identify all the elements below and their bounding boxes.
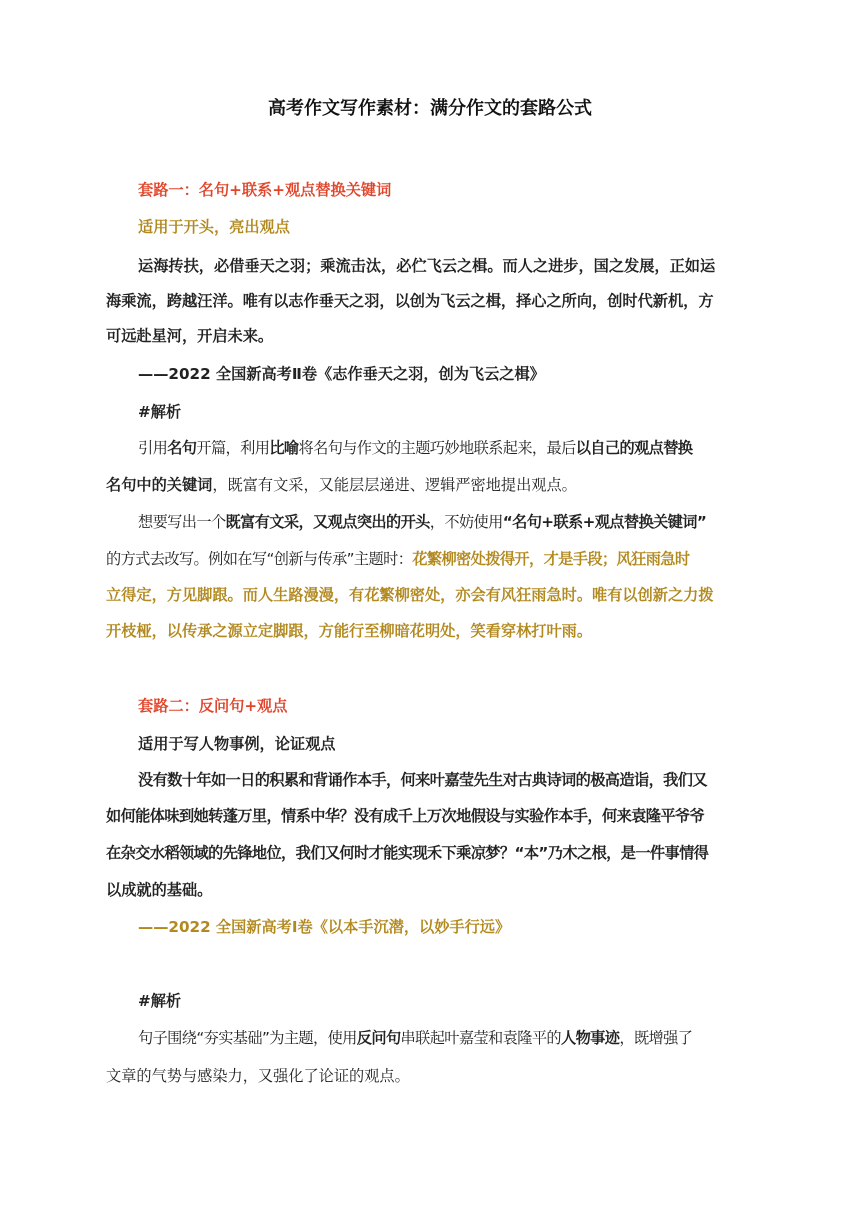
routine2-analysis-line-1 xyxy=(138,1028,758,1048)
emphasis-opening: 既富有文采，又观点突出的开头 xyxy=(225,513,430,531)
text-span: 串联起叶嘉莹和袁隆平的 xyxy=(400,1029,561,1047)
routine1-analysis-line-2 xyxy=(106,475,758,495)
routine2-passage-line-3: 在杂交水稻领域的先锋地位，我们又何时才能实现禾下乘凉梦？“本”乃木之根，是一件事情得 xyxy=(106,844,709,862)
routine2-source: ——2022 全国新高考Ⅰ卷《以本手沉潜，以妙手行远》 xyxy=(138,918,511,936)
text-span: ，既富有文采，又能层层递进、逻辑严密地提出观点。 xyxy=(212,476,577,494)
text-span: 将名句与作文的主题巧妙地联系起来，最后 xyxy=(298,439,576,457)
routine2-analysis-line-2: 文章的气势与感染力，又强化了论证的观点。 xyxy=(106,1067,410,1085)
routine1-analysis-tag: #解析 xyxy=(138,403,182,421)
emphasis-replace: 以自己的观点替换 xyxy=(575,439,693,457)
routine1-tip-line-2 xyxy=(106,549,758,569)
routine1-tip-line-3: 立得定，方见脚跟。而人生路漫漫，有花繁柳密处，亦会有风狂雨急时。唯有以创新之力拨 xyxy=(106,586,714,604)
text-span: 句子围绕“夯实基础”为主题，使用 xyxy=(138,1029,357,1047)
routine1-heading: 套路一：名句+联系+观点替换关键词 xyxy=(138,181,392,199)
emphasis-famous-quote: 名句 xyxy=(167,439,197,457)
routine2-usage: 适用于写人物事例，论证观点 xyxy=(138,735,336,753)
emphasis-rhetorical: 反问句 xyxy=(356,1029,401,1047)
routine1-passage-line-1: 运海抟扶，必借垂天之羽；乘流击汰，必伫飞云之楫。而人之进步，国之发展，正如运 xyxy=(138,257,716,275)
routine2-passage-line-4: 以成就的基础。 xyxy=(106,881,213,899)
routine1-passage-line-2: 海乘流，跨越汪洋。唯有以志作垂天之羽，以创为飞云之楫，择心之所向，创时代新机，方 xyxy=(106,292,714,310)
text-span: 想要写出一个 xyxy=(138,513,226,531)
routine1-analysis-line-1 xyxy=(138,438,758,458)
routine2-analysis-tag: #解析 xyxy=(138,992,182,1010)
text-span: 的方式去改写。例如在写“创新与传承”主题时： xyxy=(106,550,413,568)
routine1-tip-line-1 xyxy=(138,512,758,532)
emphasis-deeds: 人物事迹 xyxy=(561,1029,620,1047)
emphasis-keywords: 名句中的关键词 xyxy=(106,476,213,494)
emphasis-formula: “名句+联系+观点替换关键词” xyxy=(502,513,707,531)
text-span: ，既增强了 xyxy=(619,1029,693,1047)
routine1-passage-line-3: 可远赴星河，开启未来。 xyxy=(106,327,274,345)
routine1-usage: 适用于开头，亮出观点 xyxy=(138,218,290,236)
routine2-passage-line-2: 如何能体味到她转蓬万里，情系中华？没有成千上万次地假设与实验作本手，何来袁隆平爷爷 xyxy=(106,807,705,825)
routine2-heading: 套路二：反问句+观点 xyxy=(138,697,288,715)
document-title: 高考作文写作素材：满分作文的套路公式 xyxy=(268,98,592,119)
routine2-passage-line-1: 没有数十年如一日的积累和背诵作本手，何来叶嘉莹先生对古典诗词的极高造诣，我们又 xyxy=(138,771,707,789)
text-span: 开篇，利用 xyxy=(196,439,270,457)
routine1-tip-line-4: 开枝桠，以传承之源立定脚跟，方能行至柳暗花明处，笑看穿林打叶雨。 xyxy=(106,622,592,640)
emphasis-metaphor: 比喻 xyxy=(269,439,299,457)
text-span: ，不妨使用 xyxy=(429,513,503,531)
routine1-source: ——2022 全国新高考Ⅱ卷《志作垂天之羽，创为飞云之楫》 xyxy=(138,365,545,383)
text-span: 引用 xyxy=(138,439,168,457)
example-text: 花繁柳密处拨得开，才是手段；风狂雨急时 xyxy=(412,550,690,568)
